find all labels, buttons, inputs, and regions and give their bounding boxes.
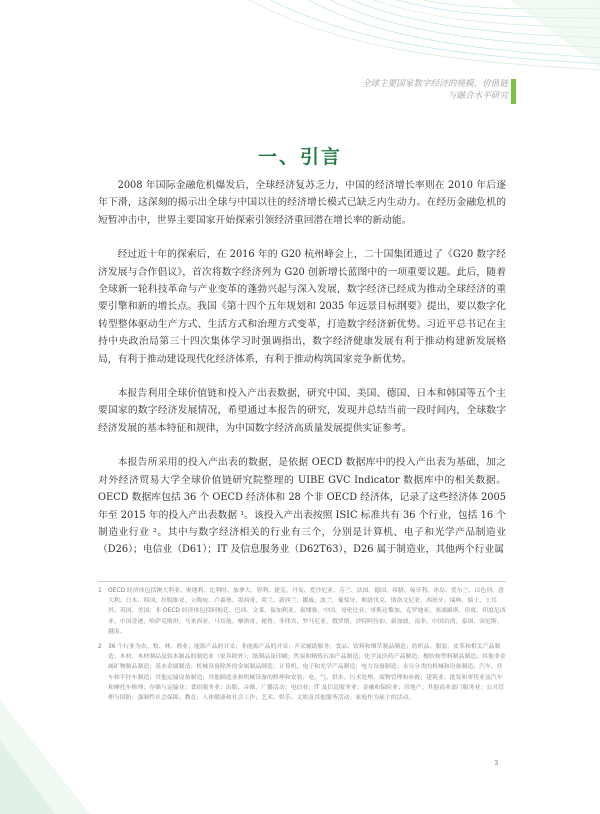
footnote <box>98 642 508 703</box>
page-number: 3 <box>494 759 499 767</box>
header-accent-bar <box>511 79 516 104</box>
body-text <box>98 177 506 576</box>
running-header <box>288 78 508 102</box>
footnote-text: OECD 经济体包括澳大利亚、奥地利、比利时、加拿大、智利、捷克、丹麦、爱沙尼亚、芬兰、法国、德国、希腊、匈牙利、冰岛、爱尔兰、以色列、意大利、日本、韩国、拉脱维亚、立陶宛、卢森堡、墨西哥、荷兰、新西兰、挪威、波兰、葡萄牙、斯洛伐克、斯洛文尼亚、西班牙、瑞典、瑞士、土耳其、英国、美国；非 OECD 经济体包括阿根廷、巴西、文莱、保加利亚、柬埔寨、中国、哥伦比亚、哥斯达黎加、克罗地亚、塞浦路斯、印度、印度尼西亚、中国香港、哈萨克斯坦、马来西亚、马耳他、摩洛哥、秘鲁、菲律宾、罗马尼亚、俄罗斯、沙特阿拉伯、新加坡、南非、中国台湾、泰国、突尼斯、越南。 <box>108 588 506 635</box>
footnote-text: 36 个行业为农、牧、林、渔业；能源产品的开采；非能源产品的开采；开采辅助服务；食品、饮料和烟草制品制造；纺织品、服装、皮革和相关产品制造；木材、木材制品及软木制品的制造业（家具除外）；纸制品及印刷；焦炭和精炼石油产品制造；化学及医药产品制造；橡胶和塑料制品制造；其他非金属矿物制品制造；基本金属制造；机械设备除外的金属制品制造；计算机、电子和光学产品制造；电力设备制造；未另分类的机械和设备制造；汽车、挂车和半挂车制造；其他运输设备制造；其他制造业和机械设备的修理和安装；电、气、供水、污水处理、废物管理和补救；建筑业；批发和零售业及汽车和摩托车修理；存储与运输业；食宿服务业；出版、音像、广播活动；电信业；IT 及信息服务业；金融和保险业；房地产；其他商业部门服务业；公共管理与国防；强制性社会保障；教育；人体健康和社会工作；艺术、娱乐、文娱及其他服务活动；家庭作为雇主的活动。 <box>108 644 506 702</box>
running-header-line2: 与融合水平研究 <box>447 91 508 101</box>
page-title: 一、引言 <box>257 146 342 168</box>
paragraph: 本报告所采用的投入产出表的数据，是依据 OECD 数据库中的投入产出表为基础，加之对外经济贸易大学全球价值链研究院整理的 UIBE GVC Indicator 数据库中的相关数据。OECD 数据库包括 36 个 OECD 经济体和 28 个非 OECD 经济体，记录了这些经济体 2005 年至 2015 年的投入产出表数据 ¹。该投入产出表按照 ISIC 标准共有 36 个行业，包括 16 个制造业行业 ²。其中与数字经济相关的行业有三个，分别是计算机、电子和光学产品制造业（D26）；电信业（D61）；IT 及信息服务业（D62T63），D26 属于制造业，其他两个行业属 <box>98 457 506 556</box>
footnote-number: 2 <box>98 644 102 651</box>
paragraph: 本报告利用全球价值链和投入产出表数据，研究中国、美国、德国、日本和韩国等五个主要国家的数字经济发展情况，希望通过本报告的研究，发现并总结当前一段时间内，全球数字经济发展的基本特征和规律，为中国数字经济高质量发展提供实证参考。 <box>98 388 506 434</box>
paragraph: 经过近十年的探索后，在 2016 年的 G20 杭州峰会上，二十国集团通过了《G20 数字经济发展与合作倡议》，首次将数字经济列为 G20 创新增长蓝图中的一项重要议题。此后，随着全球新一轮科技革命与产业变革的蓬勃兴起与深入发展，数字经济已经成为推动全球经济的重要引擎和新的增长点。我国《第十四个五年规划和 2035 年远景目标纲要》提出，要以数字化转型整体驱动生产方式、生活方式和治理方式变革，打造数字经济新优势。习近平总书记在主持中央政治局第三十四次集体学习时强调指出，数字经济健康发展有利于推动构建新发展格局，有利于推动建设现代化经济体系，有利于推动构筑国家竞争新优势。 <box>98 249 506 365</box>
footnote <box>98 586 508 637</box>
footnotes <box>98 581 508 708</box>
running-header-line1: 全球主要国家数字经济的规模、价值链 <box>361 79 508 89</box>
footnote-number: 1 <box>98 588 102 594</box>
footnote-divider <box>98 581 506 582</box>
paragraph: 2008 年国际金融危机爆发后，全球经济复苏乏力，中国的经济增长率则在 2010 年后逐年下滑，这深刻的揭示出全球与中国以往的经济增长模式已缺乏内生动力。在经历金融危机的短暂冲击中，世界主要国家开始探索引领经济重回潜在增长率的新动能。 <box>98 180 506 226</box>
